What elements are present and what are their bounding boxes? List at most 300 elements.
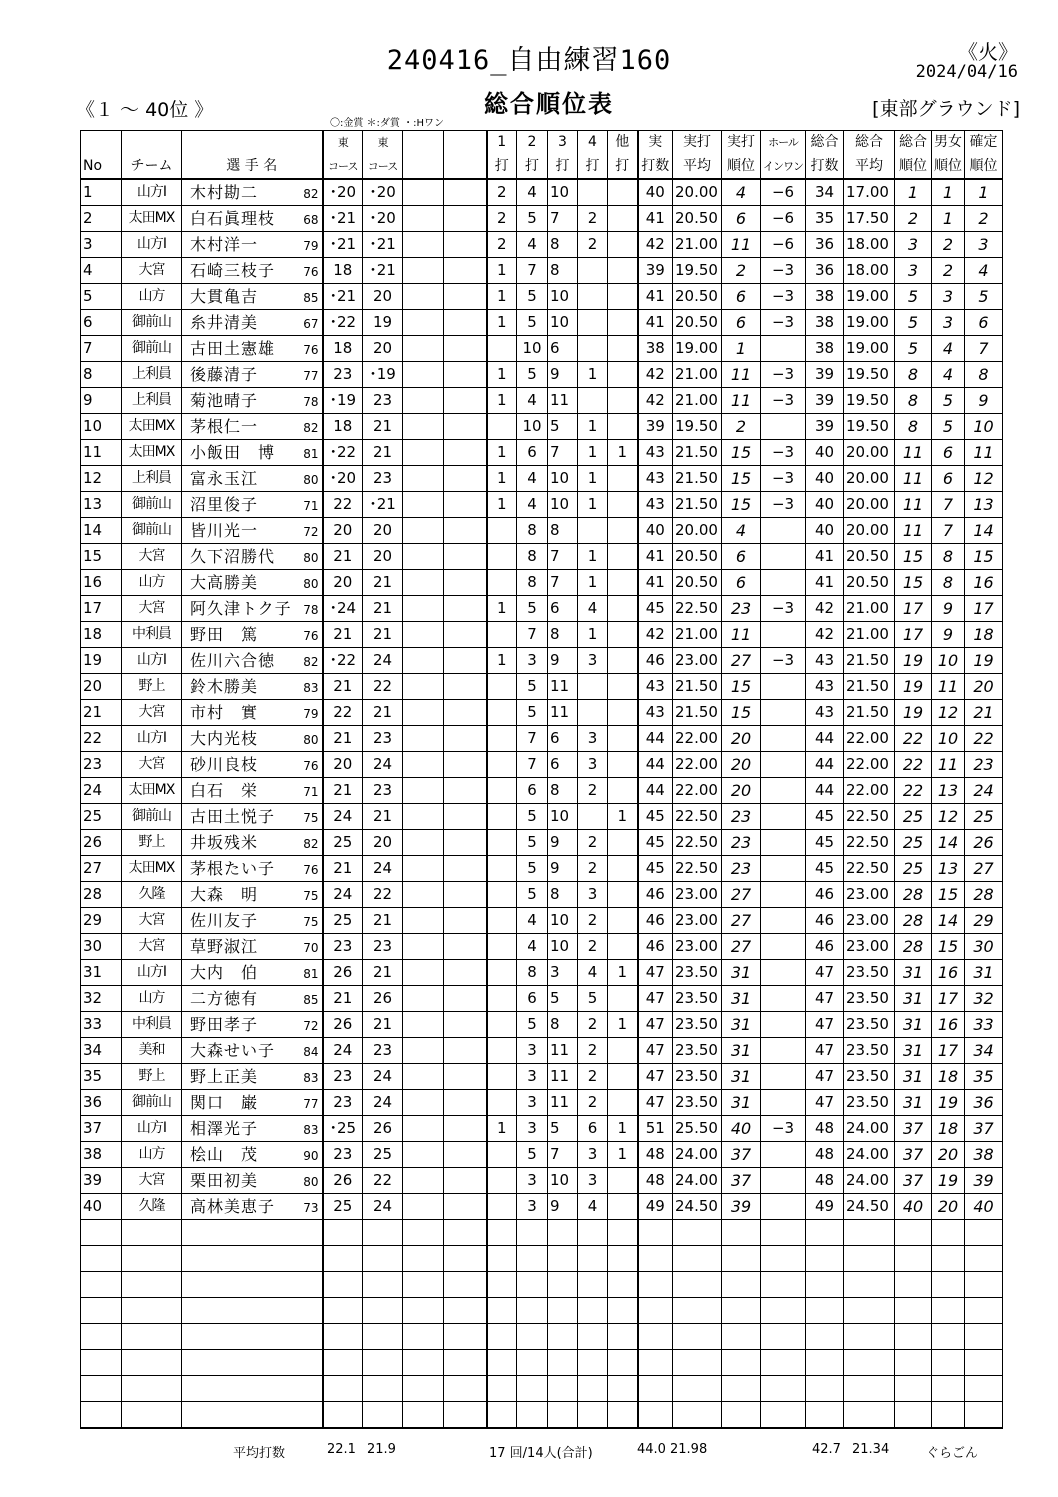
cell-trank: 8 (895, 414, 932, 440)
cell-empty (403, 1116, 444, 1142)
cell-strokes: 41 (638, 310, 673, 336)
cell-s3: 10 (548, 179, 578, 206)
player-age: 80 (303, 1175, 319, 1189)
cell-empty (403, 960, 444, 986)
table-row (81, 466, 1003, 492)
player-age: 76 (303, 343, 319, 357)
cell-s1: 1 (487, 388, 517, 414)
cell-s3: 10 (548, 1168, 578, 1194)
cell-empty (403, 362, 444, 388)
cell-s1: 1 (487, 492, 517, 518)
cell-s5 (608, 179, 638, 206)
cell-empty (403, 518, 444, 544)
cell-team: 野上 (122, 1064, 182, 1090)
cell-avg (673, 1324, 722, 1350)
cell-tavg: 24.50 (844, 1194, 895, 1220)
cell-rank: 15 (722, 466, 761, 492)
cell-empty (444, 1350, 487, 1376)
cell-rank: 11 (722, 388, 761, 414)
cell-s2: 8 (517, 544, 548, 570)
cell-final: 35 (965, 1064, 1003, 1090)
cell-empty (403, 466, 444, 492)
cell-final: 39 (965, 1168, 1003, 1194)
cell-s2: 4 (517, 908, 548, 934)
cell-empty (444, 778, 487, 804)
player-name: 白石 栄 (190, 781, 259, 800)
cell-s4: 5 (578, 986, 608, 1012)
cell-s1 (487, 934, 517, 960)
cell-s2: 4 (517, 388, 548, 414)
cell-s4: 3 (578, 1168, 608, 1194)
cell-s2: 5 (517, 674, 548, 700)
cell-total: 48 (806, 1142, 844, 1168)
column-header: 東 (363, 131, 403, 155)
cell-hio (761, 934, 806, 960)
cell-trank: 17 (895, 596, 932, 622)
cell-rank: 2 (722, 258, 761, 284)
cell-empty (444, 1012, 487, 1038)
cell-rank: 15 (722, 700, 761, 726)
table-row (81, 1064, 1003, 1090)
cell-s5 (608, 752, 638, 778)
cell-final: 34 (965, 1038, 1003, 1064)
cell-hio (761, 1142, 806, 1168)
cell-s1 (487, 986, 517, 1012)
footer-holes-summary: 17 回/14人(合計) (489, 1446, 593, 1461)
cell-final (965, 1246, 1003, 1272)
cell-s2 (517, 1376, 548, 1402)
cell-c1: 25 (323, 830, 363, 856)
cell-s5 (608, 648, 638, 674)
cell-s3 (548, 1246, 578, 1272)
cell-s1: 2 (487, 179, 517, 206)
cell-s3: 11 (548, 1090, 578, 1116)
cell-c1 (323, 1272, 363, 1298)
cell-grank: 1 (932, 206, 965, 232)
cell-grank: 14 (932, 830, 965, 856)
player-name: 佐川友子 (190, 911, 259, 930)
cell-grank: 18 (932, 1064, 965, 1090)
cell-c2: 23 (363, 934, 403, 960)
cell-final: 18 (965, 622, 1003, 648)
cell-rank (722, 1272, 761, 1298)
cell-name (182, 1298, 323, 1324)
cell-s5 (608, 934, 638, 960)
cell-team: 御前山 (122, 336, 182, 362)
cell-c1: 20 (323, 518, 363, 544)
cell-c2: 20 (363, 336, 403, 362)
cell-team (122, 1402, 182, 1429)
table-row (81, 388, 1003, 414)
cell-c1: 22 (323, 492, 363, 518)
cell-s1 (487, 1012, 517, 1038)
cell-c2: 21 (363, 440, 403, 466)
cell-name (182, 440, 323, 466)
cell-s4: 2 (578, 778, 608, 804)
cell-hio: −6 (761, 206, 806, 232)
column-header: 平均 (673, 154, 722, 179)
cell-name (182, 1246, 323, 1272)
player-name: 茅根仁一 (190, 417, 259, 436)
player-age: 72 (303, 525, 319, 539)
cell-grank: 7 (932, 518, 965, 544)
cell-empty (403, 752, 444, 778)
player-age: 80 (303, 551, 319, 565)
cell-tavg: 17.50 (844, 206, 895, 232)
cell-s2: 6 (517, 986, 548, 1012)
cell-c2: 22 (363, 882, 403, 908)
cell-team: 太田MX (122, 414, 182, 440)
table-row (81, 1168, 1003, 1194)
cell-no: 38 (81, 1142, 122, 1168)
cell-s1 (487, 1298, 517, 1324)
cell-c1: 21 (323, 544, 363, 570)
legend-note: 〇:金賞 ＊:ダ賞 ・:Hワン (330, 118, 444, 129)
cell-c2 (363, 1324, 403, 1350)
cell-s1 (487, 1324, 517, 1350)
cell-final (965, 1402, 1003, 1429)
cell-avg: 22.50 (673, 804, 722, 830)
cell-s3: 9 (548, 362, 578, 388)
cell-no (81, 1402, 122, 1429)
cell-grank: 3 (932, 284, 965, 310)
cell-rank: 6 (722, 570, 761, 596)
report-date: 2024/04/16 (915, 62, 1018, 82)
cell-strokes: 43 (638, 700, 673, 726)
cell-avg: 22.50 (673, 830, 722, 856)
cell-avg (673, 1246, 722, 1272)
cell-tavg: 22.50 (844, 856, 895, 882)
cell-s4 (578, 1298, 608, 1324)
cell-team: 大宮 (122, 752, 182, 778)
cell-empty (403, 1220, 444, 1246)
cell-tavg: 19.50 (844, 388, 895, 414)
player-age: 76 (303, 265, 319, 279)
column-header: コース (363, 154, 403, 179)
column-header: インワン (761, 154, 806, 179)
cell-tavg: 23.50 (844, 1012, 895, 1038)
cell-trank (895, 1298, 932, 1324)
player-age: 83 (303, 1123, 319, 1137)
cell-no: 35 (81, 1064, 122, 1090)
cell-s5 (608, 1350, 638, 1376)
cell-grank: 12 (932, 804, 965, 830)
cell-final: 14 (965, 518, 1003, 544)
cell-team: 山方Ⅰ (122, 648, 182, 674)
cell-no: 11 (81, 440, 122, 466)
cell-strokes: 44 (638, 752, 673, 778)
cell-total: 43 (806, 648, 844, 674)
cell-grank (932, 1272, 965, 1298)
cell-strokes: 41 (638, 284, 673, 310)
table-row (81, 284, 1003, 310)
cell-final: 7 (965, 336, 1003, 362)
player-name: 後藤清子 (190, 365, 259, 384)
cell-name (182, 179, 323, 206)
cell-empty (403, 440, 444, 466)
cell-final: 13 (965, 492, 1003, 518)
cell-c2: 23 (363, 1038, 403, 1064)
cell-c2 (363, 1220, 403, 1246)
cell-grank (932, 1376, 965, 1402)
cell-s3: 6 (548, 596, 578, 622)
cell-empty (403, 596, 444, 622)
cell-name (182, 1402, 323, 1429)
cell-trank: 25 (895, 804, 932, 830)
cell-empty (444, 622, 487, 648)
cell-trank: 8 (895, 362, 932, 388)
cell-s4: 1 (578, 440, 608, 466)
cell-no: 12 (81, 466, 122, 492)
cell-c1: 21 (323, 856, 363, 882)
cell-empty (403, 336, 444, 362)
cell-team: 久隆 (122, 882, 182, 908)
cell-trank: 25 (895, 856, 932, 882)
cell-trank: 28 (895, 882, 932, 908)
cell-no: 15 (81, 544, 122, 570)
cell-strokes (638, 1350, 673, 1376)
cell-team: 御前山 (122, 804, 182, 830)
table-row (81, 336, 1003, 362)
cell-team: 御前山 (122, 492, 182, 518)
cell-empty (444, 570, 487, 596)
cell-s3 (548, 1350, 578, 1376)
cell-tavg (844, 1220, 895, 1246)
cell-avg: 22.50 (673, 856, 722, 882)
cell-team: 中利員 (122, 622, 182, 648)
cell-no: 17 (81, 596, 122, 622)
cell-hio (761, 1090, 806, 1116)
cell-s4: 2 (578, 1064, 608, 1090)
cell-team (122, 1298, 182, 1324)
cell-s3: 11 (548, 700, 578, 726)
cell-no: 32 (81, 986, 122, 1012)
cell-no: 18 (81, 622, 122, 648)
column-header: 打数 (638, 154, 673, 179)
cell-s1: 1 (487, 362, 517, 388)
cell-s1 (487, 518, 517, 544)
cell-grank: 20 (932, 1194, 965, 1220)
player-name: 野田孝子 (190, 1015, 259, 1034)
cell-rank: 2 (722, 414, 761, 440)
cell-s5 (608, 1376, 638, 1402)
cell-total: 43 (806, 700, 844, 726)
cell-final: 1 (965, 179, 1003, 206)
cell-total: 39 (806, 362, 844, 388)
cell-s1 (487, 622, 517, 648)
cell-s3: 5 (548, 986, 578, 1012)
cell-avg: 24.50 (673, 1194, 722, 1220)
player-name: 木村勘二 (190, 183, 259, 202)
cell-s3: 11 (548, 1064, 578, 1090)
cell-rank (722, 1402, 761, 1429)
cell-trank: 8 (895, 388, 932, 414)
cell-final: 30 (965, 934, 1003, 960)
cell-grank: 16 (932, 1012, 965, 1038)
cell-s2: 8 (517, 960, 548, 986)
cell-empty (444, 1324, 487, 1350)
cell-c2: 24 (363, 1090, 403, 1116)
cell-total: 44 (806, 752, 844, 778)
cell-empty (403, 986, 444, 1012)
column-header: コース (323, 154, 363, 179)
cell-name (182, 492, 323, 518)
cell-grank: 12 (932, 700, 965, 726)
table-row (81, 518, 1003, 544)
cell-team: 御前山 (122, 518, 182, 544)
cell-c2: 21 (363, 622, 403, 648)
cell-total: 40 (806, 466, 844, 492)
cell-final: 36 (965, 1090, 1003, 1116)
cell-trank: 11 (895, 518, 932, 544)
player-name: 富永玉江 (190, 469, 259, 488)
cell-strokes: 42 (638, 362, 673, 388)
player-name: 皆川光一 (190, 521, 259, 540)
cell-s5 (608, 726, 638, 752)
cell-final: 9 (965, 388, 1003, 414)
cell-trank: 19 (895, 648, 932, 674)
cell-c1 (323, 1402, 363, 1429)
player-name: 阿久津トク子 (190, 599, 292, 618)
cell-total: 44 (806, 778, 844, 804)
cell-empty (444, 596, 487, 622)
player-name: 桧山 茂 (190, 1145, 259, 1164)
cell-tavg: 20.00 (844, 466, 895, 492)
cell-avg (673, 1220, 722, 1246)
cell-name (182, 518, 323, 544)
cell-no: 6 (81, 310, 122, 336)
cell-trank: 11 (895, 466, 932, 492)
cell-name (182, 700, 323, 726)
table-row (81, 544, 1003, 570)
cell-rank: 40 (722, 1116, 761, 1142)
cell-final (965, 1350, 1003, 1376)
table-row (81, 648, 1003, 674)
rank-range: 《１ ～ 40位 》 (76, 99, 214, 121)
cell-rank: 31 (722, 1064, 761, 1090)
table-row (81, 1220, 1003, 1246)
cell-team: 野上 (122, 830, 182, 856)
column-header: 他 (608, 131, 638, 155)
cell-avg: 21.50 (673, 674, 722, 700)
cell-trank: 17 (895, 622, 932, 648)
cell-s1 (487, 1220, 517, 1246)
cell-s2: 6 (517, 778, 548, 804)
cell-c1: 21 (323, 986, 363, 1012)
cell-c2: 24 (363, 856, 403, 882)
cell-strokes (638, 1298, 673, 1324)
cell-hio: −3 (761, 284, 806, 310)
cell-grank: 16 (932, 960, 965, 986)
cell-s3: 9 (548, 1194, 578, 1220)
cell-s2: 10 (517, 414, 548, 440)
cell-empty (403, 179, 444, 206)
cell-tavg: 24.00 (844, 1116, 895, 1142)
column-header: 3 (548, 131, 578, 155)
cell-rank: 23 (722, 596, 761, 622)
player-age: 83 (303, 1071, 319, 1085)
cell-avg: 25.50 (673, 1116, 722, 1142)
cell-s5 (608, 596, 638, 622)
cell-s1 (487, 752, 517, 778)
cell-trank (895, 1220, 932, 1246)
player-name: 佐川六合徳 (190, 651, 276, 670)
cell-hio: −6 (761, 179, 806, 206)
cell-tavg: 23.50 (844, 1090, 895, 1116)
footer-total-avg: 42.7 (812, 1442, 841, 1457)
cell-trank: 31 (895, 960, 932, 986)
cell-grank (932, 1350, 965, 1376)
cell-team: 中利員 (122, 1012, 182, 1038)
cell-tavg: 23.50 (844, 986, 895, 1012)
cell-empty (403, 830, 444, 856)
cell-c2: ･20 (363, 179, 403, 206)
cell-s5: 1 (608, 804, 638, 830)
cell-total: 45 (806, 856, 844, 882)
cell-s1 (487, 960, 517, 986)
cell-final: 40 (965, 1194, 1003, 1220)
cell-s5 (608, 1246, 638, 1272)
cell-s3 (548, 1298, 578, 1324)
cell-total: 38 (806, 284, 844, 310)
cell-team: 山方Ⅰ (122, 960, 182, 986)
cell-s5 (608, 1402, 638, 1429)
cell-total: 47 (806, 1012, 844, 1038)
cell-s3: 10 (548, 934, 578, 960)
cell-tavg: 19.50 (844, 414, 895, 440)
column-header: 総合 (806, 131, 844, 155)
cell-c1 (323, 1298, 363, 1324)
cell-empty (444, 1376, 487, 1402)
cell-s3 (548, 1324, 578, 1350)
cell-team: 御前山 (122, 1090, 182, 1116)
cell-rank: 11 (722, 232, 761, 258)
cell-name (182, 1038, 323, 1064)
table-row (81, 440, 1003, 466)
cell-final: 21 (965, 700, 1003, 726)
cell-total: 36 (806, 232, 844, 258)
cell-hio (761, 1168, 806, 1194)
cell-s4: 1 (578, 466, 608, 492)
cell-empty (403, 882, 444, 908)
cell-s3: 9 (548, 830, 578, 856)
cell-final: 25 (965, 804, 1003, 830)
cell-no (81, 1272, 122, 1298)
cell-s5 (608, 1194, 638, 1220)
cell-empty (444, 1272, 487, 1298)
cell-c1: 25 (323, 908, 363, 934)
cell-rank: 39 (722, 1194, 761, 1220)
cell-tavg (844, 1402, 895, 1429)
cell-grank: 4 (932, 362, 965, 388)
cell-no: 1 (81, 179, 122, 206)
cell-no: 20 (81, 674, 122, 700)
cell-final: 8 (965, 362, 1003, 388)
cell-c1: ･21 (323, 206, 363, 232)
cell-avg: 23.50 (673, 1090, 722, 1116)
cell-s1: 1 (487, 310, 517, 336)
cell-tavg (844, 1246, 895, 1272)
cell-team: 太田MX (122, 206, 182, 232)
cell-grank: 7 (932, 492, 965, 518)
cell-trank: 1 (895, 179, 932, 206)
cell-avg: 20.50 (673, 284, 722, 310)
cell-team (122, 1246, 182, 1272)
cell-s4 (578, 1220, 608, 1246)
cell-no: 28 (81, 882, 122, 908)
cell-s3: 7 (548, 440, 578, 466)
cell-rank: 31 (722, 960, 761, 986)
